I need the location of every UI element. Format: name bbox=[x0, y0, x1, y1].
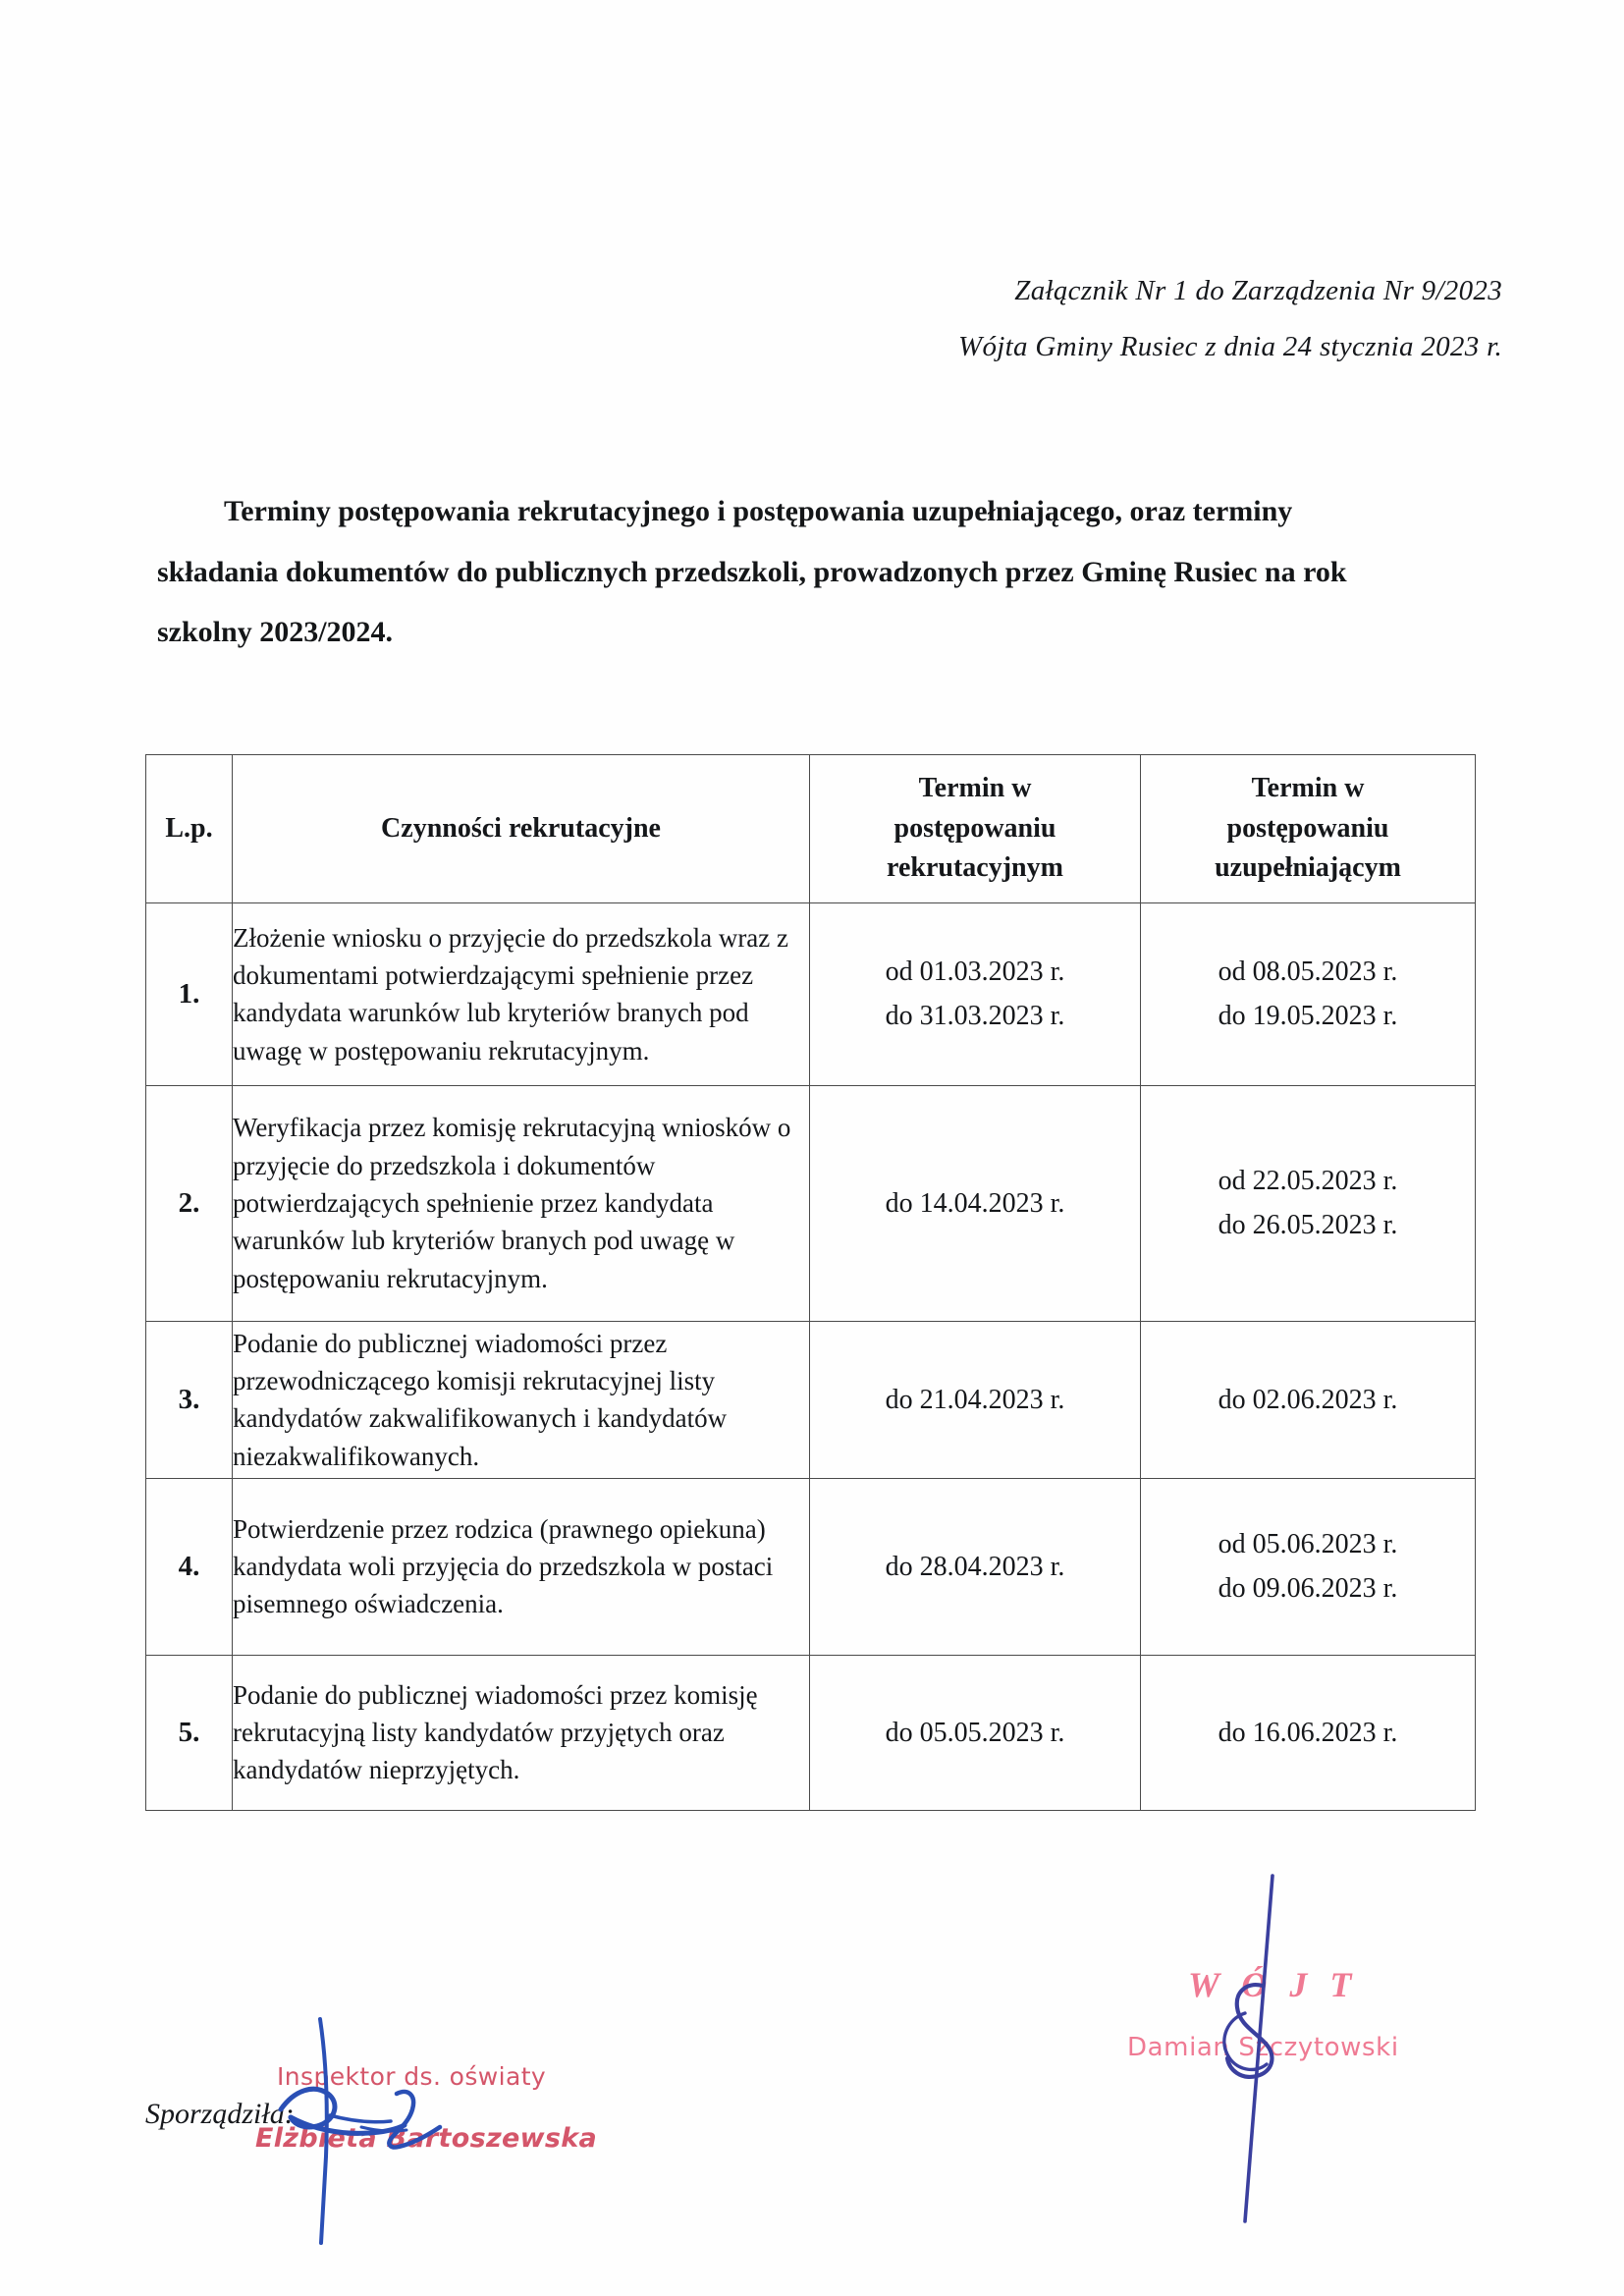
header-supplementary-term bbox=[1141, 755, 1476, 903]
row-number: 3. bbox=[146, 1321, 233, 1478]
row-number: 2. bbox=[146, 1085, 233, 1321]
recruitment-date-to: do 21.04.2023 r. bbox=[885, 1384, 1065, 1415]
row-activity: Złożenie wniosku o przyjęcie do przedszkola wraz z dokumentami potwierdzającymi spełnienie przez kandydata warunków lub kryteriów branych pod uwagę w postępowaniu rekrutacyjnym. bbox=[233, 902, 810, 1085]
prepared-by-signature-block bbox=[145, 2045, 656, 2270]
row-recruitment-term bbox=[810, 1085, 1141, 1321]
table-header-row bbox=[146, 755, 1476, 903]
header-line-2: Wójta Gminy Rusiec z dnia 24 stycznia 2023 r. bbox=[958, 330, 1502, 362]
document-header bbox=[0, 263, 1502, 374]
table-row bbox=[146, 1321, 1476, 1478]
row-number: 5. bbox=[146, 1655, 233, 1810]
recruitment-schedule-table bbox=[145, 754, 1476, 1811]
inspector-stamp-role: Inspektor ds. oświaty bbox=[277, 2062, 547, 2091]
supplementary-date-to: do 09.06.2023 r. bbox=[1218, 1573, 1398, 1605]
table-row bbox=[146, 1478, 1476, 1655]
wojt-stamp-name: Damian Szczytowski bbox=[1127, 2033, 1399, 2062]
supplementary-date-to: do 16.06.2023 r. bbox=[1218, 1717, 1398, 1748]
header-recruitment-term bbox=[810, 755, 1141, 903]
row-number: 4. bbox=[146, 1478, 233, 1655]
recruitment-date-to: do 14.04.2023 r. bbox=[885, 1187, 1065, 1219]
header-supplementary-line-3: uzupełniającym bbox=[1215, 852, 1401, 884]
supplementary-date-from: od 22.05.2023 r. bbox=[1218, 1165, 1398, 1196]
row-activity: Weryfikacja przez komisję rekrutacyjną wniosków o przyjęcie do przedszkola i dokumentów potwierdzających spełnienie przez kandydata warunków lub kryteriów branych pod uwagę w postępowaniu rekrutacyjnym. bbox=[233, 1085, 810, 1321]
header-recruitment-line-1: Termin w bbox=[918, 773, 1032, 803]
row-supplementary-term bbox=[1141, 902, 1476, 1085]
table-row bbox=[146, 902, 1476, 1085]
title-line-2: składania dokumentów do publicznych przedszkoli, prowadzonych przez Gminę Rusiec na rok bbox=[157, 555, 1347, 588]
table-row bbox=[146, 1655, 1476, 1810]
row-recruitment-term bbox=[810, 1321, 1141, 1478]
wojt-signature-block bbox=[1070, 1925, 1532, 2249]
recruitment-date-from: od 01.03.2023 r. bbox=[885, 956, 1065, 987]
title-line-1: Terminy postępowania rekrutacyjnego i postępowania uzupełniającego, oraz terminy bbox=[224, 495, 1293, 527]
row-number: 1. bbox=[146, 902, 233, 1085]
row-recruitment-term bbox=[810, 1478, 1141, 1655]
prepared-by-label: Sporządziła: bbox=[145, 2098, 295, 2130]
supplementary-date-to: do 26.05.2023 r. bbox=[1218, 1210, 1398, 1241]
inspector-stamp-name: Elżbieta Bartoszewska bbox=[255, 2123, 597, 2154]
header-supplementary-line-1: Termin w bbox=[1251, 773, 1365, 803]
row-supplementary-term bbox=[1141, 1085, 1476, 1321]
supplementary-date-from: od 08.05.2023 r. bbox=[1218, 956, 1398, 987]
header-activity: Czynności rekrutacyjne bbox=[233, 755, 810, 903]
handwritten-signature-wojt bbox=[1070, 1866, 1483, 2259]
header-lp: L.p. bbox=[146, 755, 233, 903]
recruitment-date-to: do 28.04.2023 r. bbox=[885, 1551, 1065, 1582]
document-title bbox=[157, 481, 1478, 663]
recruitment-date-to: do 05.05.2023 r. bbox=[885, 1717, 1065, 1748]
title-line-3: szkolny 2023/2024. bbox=[157, 616, 394, 648]
table-row bbox=[146, 1085, 1476, 1321]
row-recruitment-term bbox=[810, 1655, 1141, 1810]
row-activity: Potwierdzenie przez rodzica (prawnego opiekuna) kandydata woli przyjęcia do przedszkola w postaci pisemnego oświadczenia. bbox=[233, 1478, 810, 1655]
row-activity: Podanie do publicznej wiadomości przez przewodniczącego komisji rekrutacyjnej listy kandydatów zakwalifikowanych i kandydatów niezakwalifikowanych. bbox=[233, 1321, 810, 1478]
supplementary-date-from: od 05.06.2023 r. bbox=[1218, 1528, 1398, 1559]
row-supplementary-term bbox=[1141, 1655, 1476, 1810]
recruitment-date-to: do 31.03.2023 r. bbox=[885, 1001, 1065, 1032]
header-supplementary-line-2: postępowaniu bbox=[1226, 812, 1389, 844]
header-recruitment-line-3: rekrutacyjnym bbox=[887, 852, 1063, 884]
header-line-1: Załącznik Nr 1 do Zarządzenia Nr 9/2023 bbox=[1014, 275, 1502, 306]
row-recruitment-term bbox=[810, 902, 1141, 1085]
wojt-stamp-role: W Ó J T bbox=[1188, 1965, 1359, 2004]
header-recruitment-line-2: postępowaniu bbox=[893, 812, 1056, 844]
supplementary-date-to: do 02.06.2023 r. bbox=[1218, 1384, 1398, 1415]
row-supplementary-term bbox=[1141, 1321, 1476, 1478]
row-activity: Podanie do publicznej wiadomości przez komisję rekrutacyjną listy kandydatów przyjętych oraz kandydatów nieprzyjętych. bbox=[233, 1655, 810, 1810]
supplementary-date-to: do 19.05.2023 r. bbox=[1218, 1001, 1398, 1032]
row-supplementary-term bbox=[1141, 1478, 1476, 1655]
